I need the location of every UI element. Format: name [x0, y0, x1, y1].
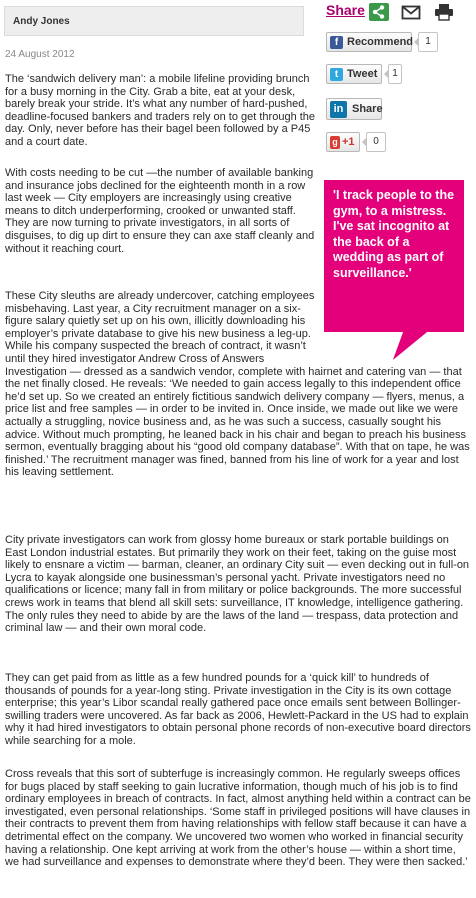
tweet-count: 1: [388, 64, 402, 84]
pull-quote-spacer: [319, 290, 471, 360]
mail-icon[interactable]: [401, 3, 421, 21]
facebook-recommend-label: Recommend: [347, 36, 414, 48]
facebook-icon: f: [330, 36, 343, 49]
pull-quote-text: 'I track people to the gym, to a mistress. I've sat incognito at the back of a wedding as part of surveillance.': [333, 188, 455, 280]
article-date: 24 August 2012: [5, 49, 75, 60]
linkedin-share-button[interactable]: [326, 98, 382, 120]
article-paragraph: Cross reveals that this sort of subterfuge is increasingly common. He regularly sweeps offices for bugs placed by staff seeking to gain lucrative information, though much of his job is to find ordinary employees in breach of contracts. In fact, almost anything held within a contract can be investigated, even personal relationships. ‘Some staff in privileged positions will have clauses in their contracts to prevent them from having relationships with fellow staff because it can have a detrimental effect on the company. We uncovered two women who worked in financial security having a relationship. One kept arriving at work from the other’s house — within a short time, we had surveillance and expenses to demonstrate where they’d been. They were then sacked.’: [5, 768, 471, 869]
share-rail: [322, 0, 476, 160]
tweet-button[interactable]: [326, 64, 382, 84]
googleplus-icon: g: [330, 136, 340, 149]
article-paragraph: These City sleuths are already undercover, catching employees misbehaving. Last year, a City recruitment manager on a six-figure salary quietly set up on his own, illicitly downloading his employer’s private database to give his new business a leg-up. While his company suspected the breach of contract, it wasn’t until they hired investigator Andrew Cross of Answers Investigation — dressed as a sandwich vendor, complete with hairnet and catering van — that the net finally closed. He reveals: ‘We needed to gain access legally to this independent office he’d set up. So we created an entirely fictitious sandwich delivery company — flyers, menus, a price list and free samples — in order to be invited in. Once inside, we made out like we were actually a struggling, novice business and, as he was such a success, casually sought his advice. Without much prompting, he leaned back in his chair and began to preach his business sermon, eventually bragging about his “good old company database”. With that on tape, he was finished.’ The recruitment manager was fined, banned from his line of work for a year and lost his leaving settlement.: [5, 290, 470, 479]
facebook-recommend-button[interactable]: [326, 32, 412, 52]
print-icon[interactable]: [434, 3, 454, 21]
byline-bar: [4, 6, 304, 36]
share-link[interactable]: Share: [326, 2, 365, 18]
googleplus-button[interactable]: [326, 132, 360, 152]
article-paragraph: They can get paid from as little as a few hundred pounds for a ‘quick kill’ to hundreds of thousands of pounds for a year-long sting. Private investigation in the City is its own cottage enterprise; this year’s Libor scandal really gathered pace once emails sent between Bollinger-swilling traders were uncovered. As far back as 2006, Hewlett-Packard in the US had to explain why it had hired investigators to obtain personal phone records of non-executive board directors while searching for a mole.: [5, 672, 471, 747]
share-icon[interactable]: [369, 3, 389, 21]
twitter-icon: t: [330, 68, 343, 81]
googleplus-count: 0: [366, 132, 386, 152]
article-paragraph: With costs needing to be cut —the number of available banking and insurance jobs declined for the eighteenth month in a row last week — City employers are increasingly using creative means to ditch underperforming, crooked or unwanted staff. They are now turning to private investigators, in all sorts of disguises, to dig up dirt to ensure they can axe staff cleanly and without it reaching court.: [5, 167, 315, 255]
googleplus-label: +1: [342, 136, 355, 148]
author-name: Andy Jones: [13, 16, 70, 27]
linkedin-share-label: Share: [352, 103, 383, 115]
article-paragraph: City private investigators can work from glossy home bureaux or stark portable buildings on East London industrial estates. But primarily they work on their feet, taking on the guise most likely to ensnare a victim — barman, cleaner, an ordinary City suit — even decking out in full-on Lycra to kayak alongside one businessman’s personal yacht. Private investigators need no qualifications or licence; many fall in from military or police backgrounds. The more successful crews work in teams that blend all skill sets: surveillance, IT knowledge, intelligence gathering. The only rules they need to abide by are the laws of the land — trespass, data protection and criminal law — and their own moral code.: [5, 534, 470, 635]
facebook-count: 1: [418, 32, 438, 52]
tweet-label: Tweet: [347, 68, 378, 80]
article-paragraph: The ‘sandwich delivery man’: a mobile lifeline providing brunch for a busy morning in the City. Grab a bite, eat at your desk, barely break your stride. It’s what any number of hard-pushed, deadline-focused bankers and traders rely on to get through the day. Only, never before has their bagel been followed by a P45 and a court date.: [5, 73, 316, 148]
linkedin-icon: in: [330, 101, 347, 118]
